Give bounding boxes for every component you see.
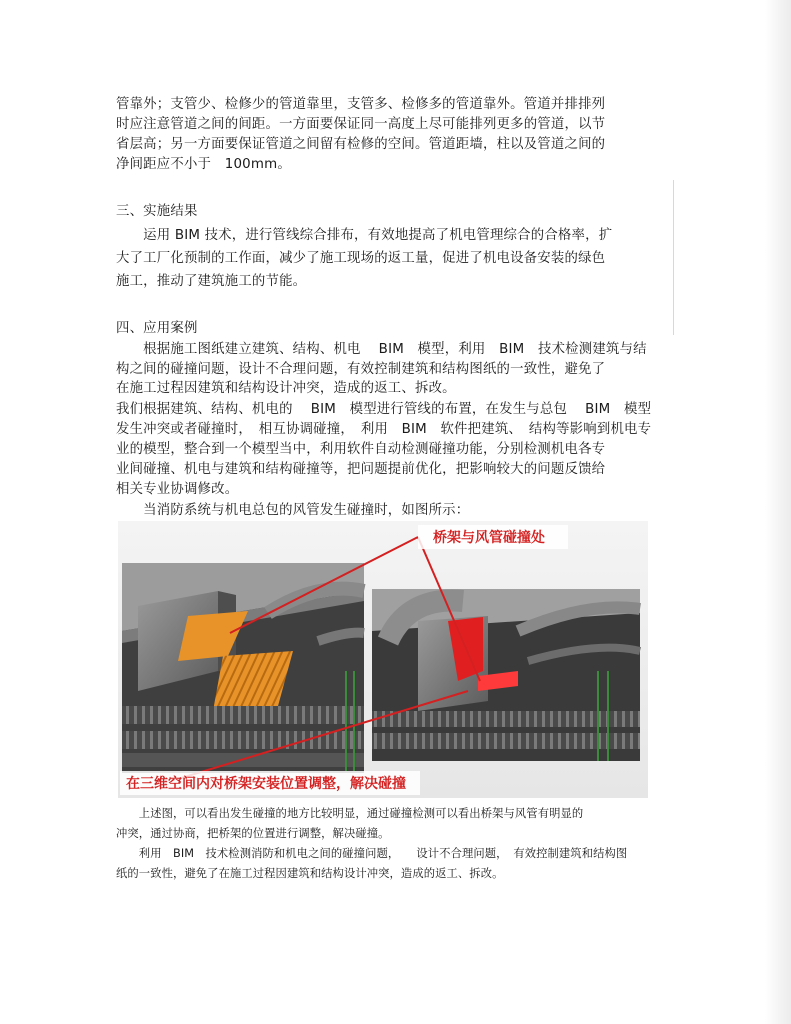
page-edge-shadow xyxy=(765,0,791,1024)
cases-line-8: 相关专业协调修改。 xyxy=(116,482,239,497)
intro-line-2: 时应注意管道之间的间距。一方面要保证同一高度上尽可能排列更多的管道，以节 xyxy=(116,117,606,132)
results-line-2: 大了工厂化预制的工作面，减少了施工现场的返工量，促进了机电设备安装的绿色 xyxy=(116,251,606,266)
results-line-1: 运用 BIM 技术，进行管线综合排布，有效地提高了机电管理综合的合格率，扩 xyxy=(116,228,613,243)
caption-line-1: 上述图，可以看出发生碰撞的地方比较明显，通过碰撞检测可以看出桥架与风管有明显的 xyxy=(116,807,584,820)
intro-line-3: 省层高；另一方面要保证管道之间留有检修的空间。管道距墙，柱以及管道之间的 xyxy=(116,137,606,152)
cases-line-9: 当消防系统与机电总包的风管发生碰撞时，如图所示： xyxy=(116,503,470,518)
figure-top-label: 桥架与风管碰撞处 xyxy=(433,531,545,546)
figure-bottom-label: 在三维空间内对桥架安装位置调整，解决碰撞 xyxy=(126,777,406,792)
cases-line-3: 在施工过程因建筑和结构设计冲突，造成的返工、拆改。 xyxy=(116,381,456,396)
results-heading: 三、实施结果 xyxy=(116,204,198,219)
caption-line-4: 纸的一致性，避免了在施工过程因建筑和结构设计冲突，造成的返工、拆改。 xyxy=(116,867,504,880)
caption-line-3: 利用 BIM 技术检测消防和机电之间的碰撞问题， 设计不合理问题， 有效控制建筑和结构图 xyxy=(116,847,628,860)
margin-rule xyxy=(673,180,674,335)
cases-heading: 四、应用案例 xyxy=(116,321,198,336)
cases-line-4: 我们根据建筑、结构、机电的 BIM 模型进行管线的布置，在发生与总包 BIM 模型 xyxy=(116,402,652,417)
before-adjustment-view xyxy=(122,563,364,773)
bim-clash-figure xyxy=(118,521,648,798)
intro-line-1: 管靠外；支管少、检修少的管道靠里，支管多、检修多的管道靠外。管道并排排列 xyxy=(116,97,606,112)
cases-line-1: 根据施工图纸建立建筑、结构、机电 BIM 模型，利用 BIM 技术检测建筑与结 xyxy=(116,342,647,357)
cases-line-7: 业间碰撞、机电与建筑和结构碰撞等，把问题提前优化，把影响较大的问题反馈给 xyxy=(116,462,606,477)
cases-line-5: 发生冲突或者碰撞时， 相互协调碰撞， 利用 BIM 软件把建筑、 结构等影响到机电专 xyxy=(116,422,652,437)
intro-line-4: 净间距应不小于 100mm。 xyxy=(116,157,291,172)
cases-line-6: 业的模型，整合到一个模型当中，利用软件自动检测碰撞功能，分别检测机电各专 xyxy=(116,442,606,457)
after-adjustment-view xyxy=(372,589,640,761)
caption-line-2: 冲突，通过协商，把桥架的位置进行调整，解决碰撞。 xyxy=(116,827,390,840)
cases-line-2: 构之间的碰撞问题，设计不合理问题，有效控制建筑和结构图纸的一致性，避免了 xyxy=(116,362,606,377)
results-line-3: 施工，推动了建筑施工的节能。 xyxy=(116,274,307,289)
